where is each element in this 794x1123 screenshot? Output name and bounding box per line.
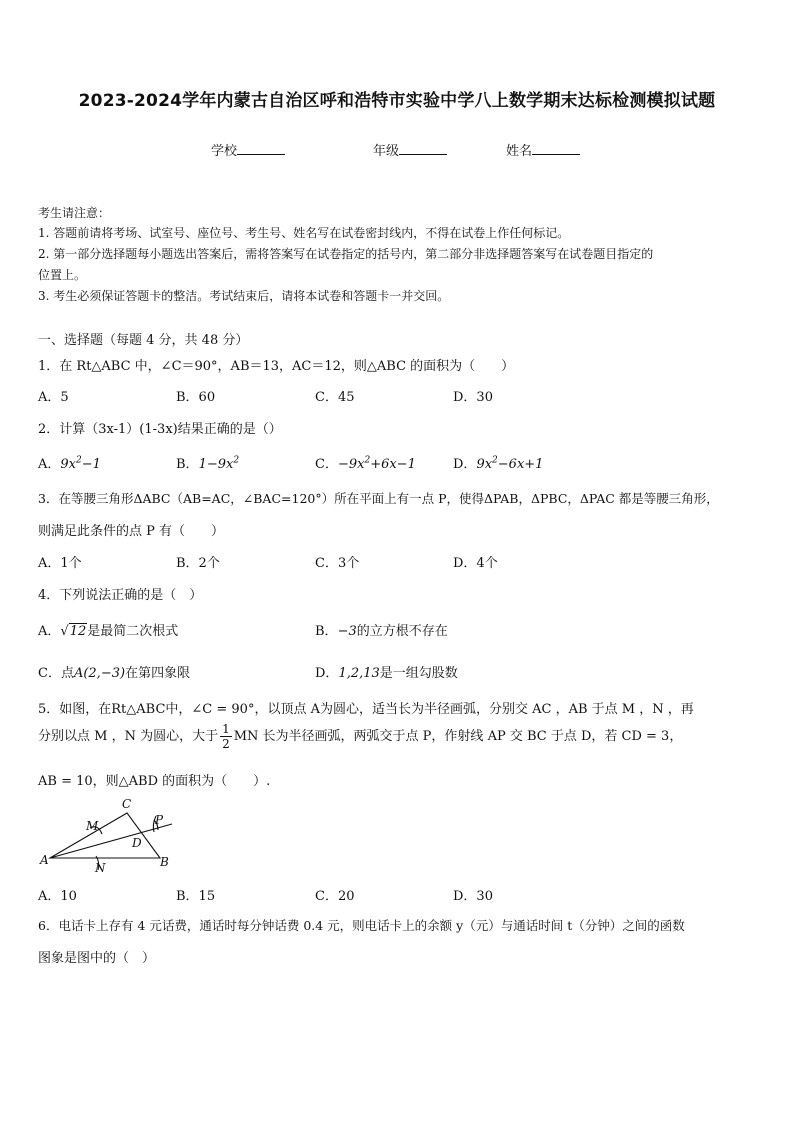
grade-label: 年级 bbox=[373, 144, 400, 159]
name-blank bbox=[532, 142, 580, 155]
q5-option-a: A．10 bbox=[38, 889, 77, 904]
q4-stem: 4．下列说法正确的是（ ） bbox=[38, 588, 203, 603]
q6-line2: 图象是图中的（ ） bbox=[38, 951, 156, 966]
q1-option-c: C．45 bbox=[315, 390, 355, 405]
triangle-abc bbox=[50, 813, 160, 858]
q3-option-d: D．4个 bbox=[453, 556, 498, 571]
q4-option-a: A．√12是最简二次根式 bbox=[38, 624, 179, 639]
label-a: A bbox=[40, 853, 49, 867]
notice-item-1: 1. 答题前请将考场、试室号、座位号、考生号、姓名写在试卷密封线内，不得在试卷上作任何标记。 bbox=[38, 226, 570, 240]
q2-option-b: B．$1-9x^2$ bbox=[176, 455, 240, 472]
q4-option-d: D．1,2,13是一组勾股数 bbox=[315, 666, 458, 681]
q1-option-a: A．5 bbox=[38, 390, 69, 405]
q2-option-c: C．$-9x^2+6x-1$ bbox=[315, 455, 416, 472]
q3-option-b: B．2个 bbox=[176, 556, 220, 571]
label-b: B bbox=[160, 855, 169, 869]
q1-option-b: B．60 bbox=[176, 390, 216, 405]
q1-stem: 1．在 Rt△ABC 中，∠C＝90°，AB＝13，AC＝12，则△ABC 的面积为（ ） bbox=[38, 359, 515, 374]
q2-option-d: D．$9x^2-6x+1$ bbox=[453, 455, 544, 472]
q4-option-b: B．−3的立方根不存在 bbox=[315, 624, 448, 639]
label-d: D bbox=[132, 836, 142, 850]
school-field bbox=[211, 140, 285, 159]
label-m: M bbox=[86, 819, 99, 833]
school-label: 学校 bbox=[211, 144, 238, 159]
grade-field bbox=[373, 140, 447, 159]
notice-heading: 考生请注意： bbox=[38, 206, 111, 220]
label-n: N bbox=[95, 861, 106, 875]
half-fraction: $\frac{1}{2}$ bbox=[222, 722, 230, 751]
q2-option-a: A．$9x^2-1$ bbox=[38, 455, 101, 472]
q5-figure bbox=[38, 794, 178, 876]
q5-option-d: D．30 bbox=[453, 889, 493, 904]
name-field bbox=[506, 140, 580, 159]
label-c: C bbox=[122, 797, 132, 811]
grade-blank bbox=[399, 142, 447, 155]
q3-option-a: A．1个 bbox=[38, 556, 82, 571]
name-label: 姓名 bbox=[506, 144, 533, 159]
section-heading: 一、选择题（每题 4 分，共 48 分） bbox=[38, 333, 249, 348]
q5-line1: 5．如图，在Rt△ABC中，∠C = 90°，以顶点 A为圆心，适当长为半径画弧，分别交 AC ，AB 于点 M ，N ，再 bbox=[38, 702, 694, 717]
q4-option-c: C．点A(2,−3)在第四象限 bbox=[38, 666, 191, 681]
notice-item-2: 2. 第一部分选择题每小题选出答案后，需将答案写在试卷指定的括号内，第二部分非选择题答案写在试卷题目指定的 bbox=[38, 247, 654, 261]
notice-item-2-cont: 位置上。 bbox=[38, 268, 87, 282]
q1-option-d: D．30 bbox=[453, 390, 493, 405]
q5-line2: 分别以点 M ，N 为圆心，大于 $\frac{1}{2}$ MN 长为半径画弧，两弧交于点 P，作射线 AP 交 BC 于点 D，若 CD = 3， bbox=[38, 722, 683, 751]
notice-item-3: 3. 考生必须保证答题卡的整洁。考试结束后，请将本试卷和答题卡一并交回。 bbox=[38, 289, 450, 303]
page-title: 2023-2024学年内蒙古自治区呼和浩特市实验中学八上数学期末达标检测模拟试题 bbox=[78, 91, 716, 111]
q2-stem: 2．计算（3x-1）(1-3x)结果正确的是（） bbox=[38, 422, 282, 437]
q3-stem-line1: 3．在等腰三角形ΔABC（AB=AC，∠BAC=120°）所在平面上有一点 P，使得ΔPAB，ΔPBC，ΔPAC 都是等腰三角形， bbox=[38, 491, 719, 506]
q6-line1: 6．电话卡上存有 4 元话费，通话时每分钟话费 0.4 元，则电话卡上的余额 y（元）与通话时间 t（分钟）之间的函数 bbox=[38, 918, 685, 933]
label-p: P bbox=[155, 813, 164, 827]
school-blank bbox=[237, 142, 285, 155]
q5-option-b: B．15 bbox=[176, 889, 216, 904]
q3-stem-line2: 则满足此条件的点 P 有（ ） bbox=[38, 524, 225, 539]
q5-option-c: C．20 bbox=[315, 889, 355, 904]
q3-option-c: C．3个 bbox=[315, 556, 360, 571]
q5-line3: AB = 10，则△ABD 的面积为（ ）. bbox=[38, 774, 271, 789]
